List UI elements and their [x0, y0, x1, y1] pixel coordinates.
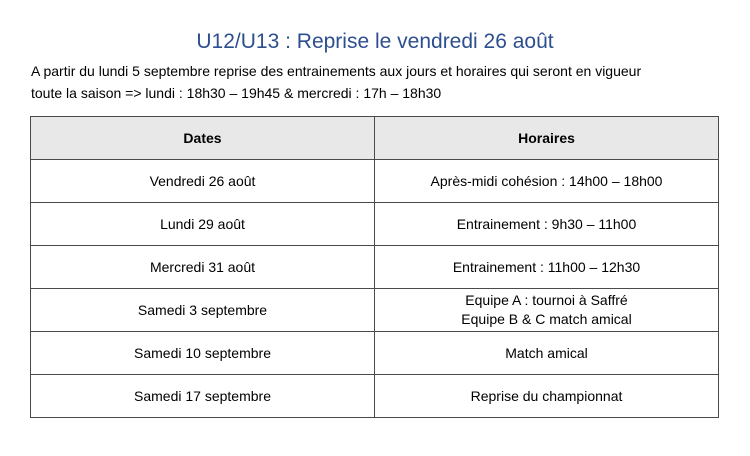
schedule-cell [375, 289, 719, 332]
intro-line: toute la saison => lundi : 18h30 – 19h45 & mercredi : 17h – 18h30 [31, 85, 442, 101]
date-cell: Samedi 3 septembre [31, 289, 375, 332]
table-row [31, 332, 719, 375]
intro-line: A partir du lundi 5 septembre reprise des entrainements aux jours et horaires qui seront en vigueur [31, 63, 642, 79]
date-cell: Vendredi 26 août [31, 160, 375, 203]
date-cell: Mercredi 31 août [31, 246, 375, 289]
column-header-horaires: Horaires [375, 117, 719, 160]
schedule-cell [375, 246, 719, 289]
date-cell: Samedi 10 septembre [31, 332, 375, 375]
column-header-dates: Dates [31, 117, 375, 160]
schedule-table [30, 116, 719, 418]
schedule-line: Entrainement : 11h00 – 12h30 [452, 258, 641, 275]
schedule-line: Reprise du championnat [470, 387, 623, 404]
page-title: U12/U13 : Reprise le vendredi 26 août [196, 30, 554, 53]
date-cell: Lundi 29 août [31, 203, 375, 246]
intro-paragraph [31, 60, 731, 104]
table-row [31, 246, 719, 289]
schedule-cell [375, 160, 719, 203]
table-row [31, 375, 719, 418]
table-row [31, 160, 719, 203]
schedule-line: Entrainement : 9h30 – 11h00 [456, 215, 637, 232]
schedule-cell [375, 375, 719, 418]
table-header-row [31, 117, 719, 160]
table-row [31, 289, 719, 332]
schedule-cell [375, 203, 719, 246]
schedule-line: Equipe B & C match amical [461, 311, 632, 327]
schedule-cell [375, 332, 719, 375]
schedule-line: Equipe A : tournoi à Saffré [465, 292, 628, 308]
schedule-line: Match amical [505, 344, 588, 361]
table-row [31, 203, 719, 246]
date-cell: Samedi 17 septembre [31, 375, 375, 418]
schedule-line: Après-midi cohésion : 14h00 – 18h00 [430, 172, 663, 189]
